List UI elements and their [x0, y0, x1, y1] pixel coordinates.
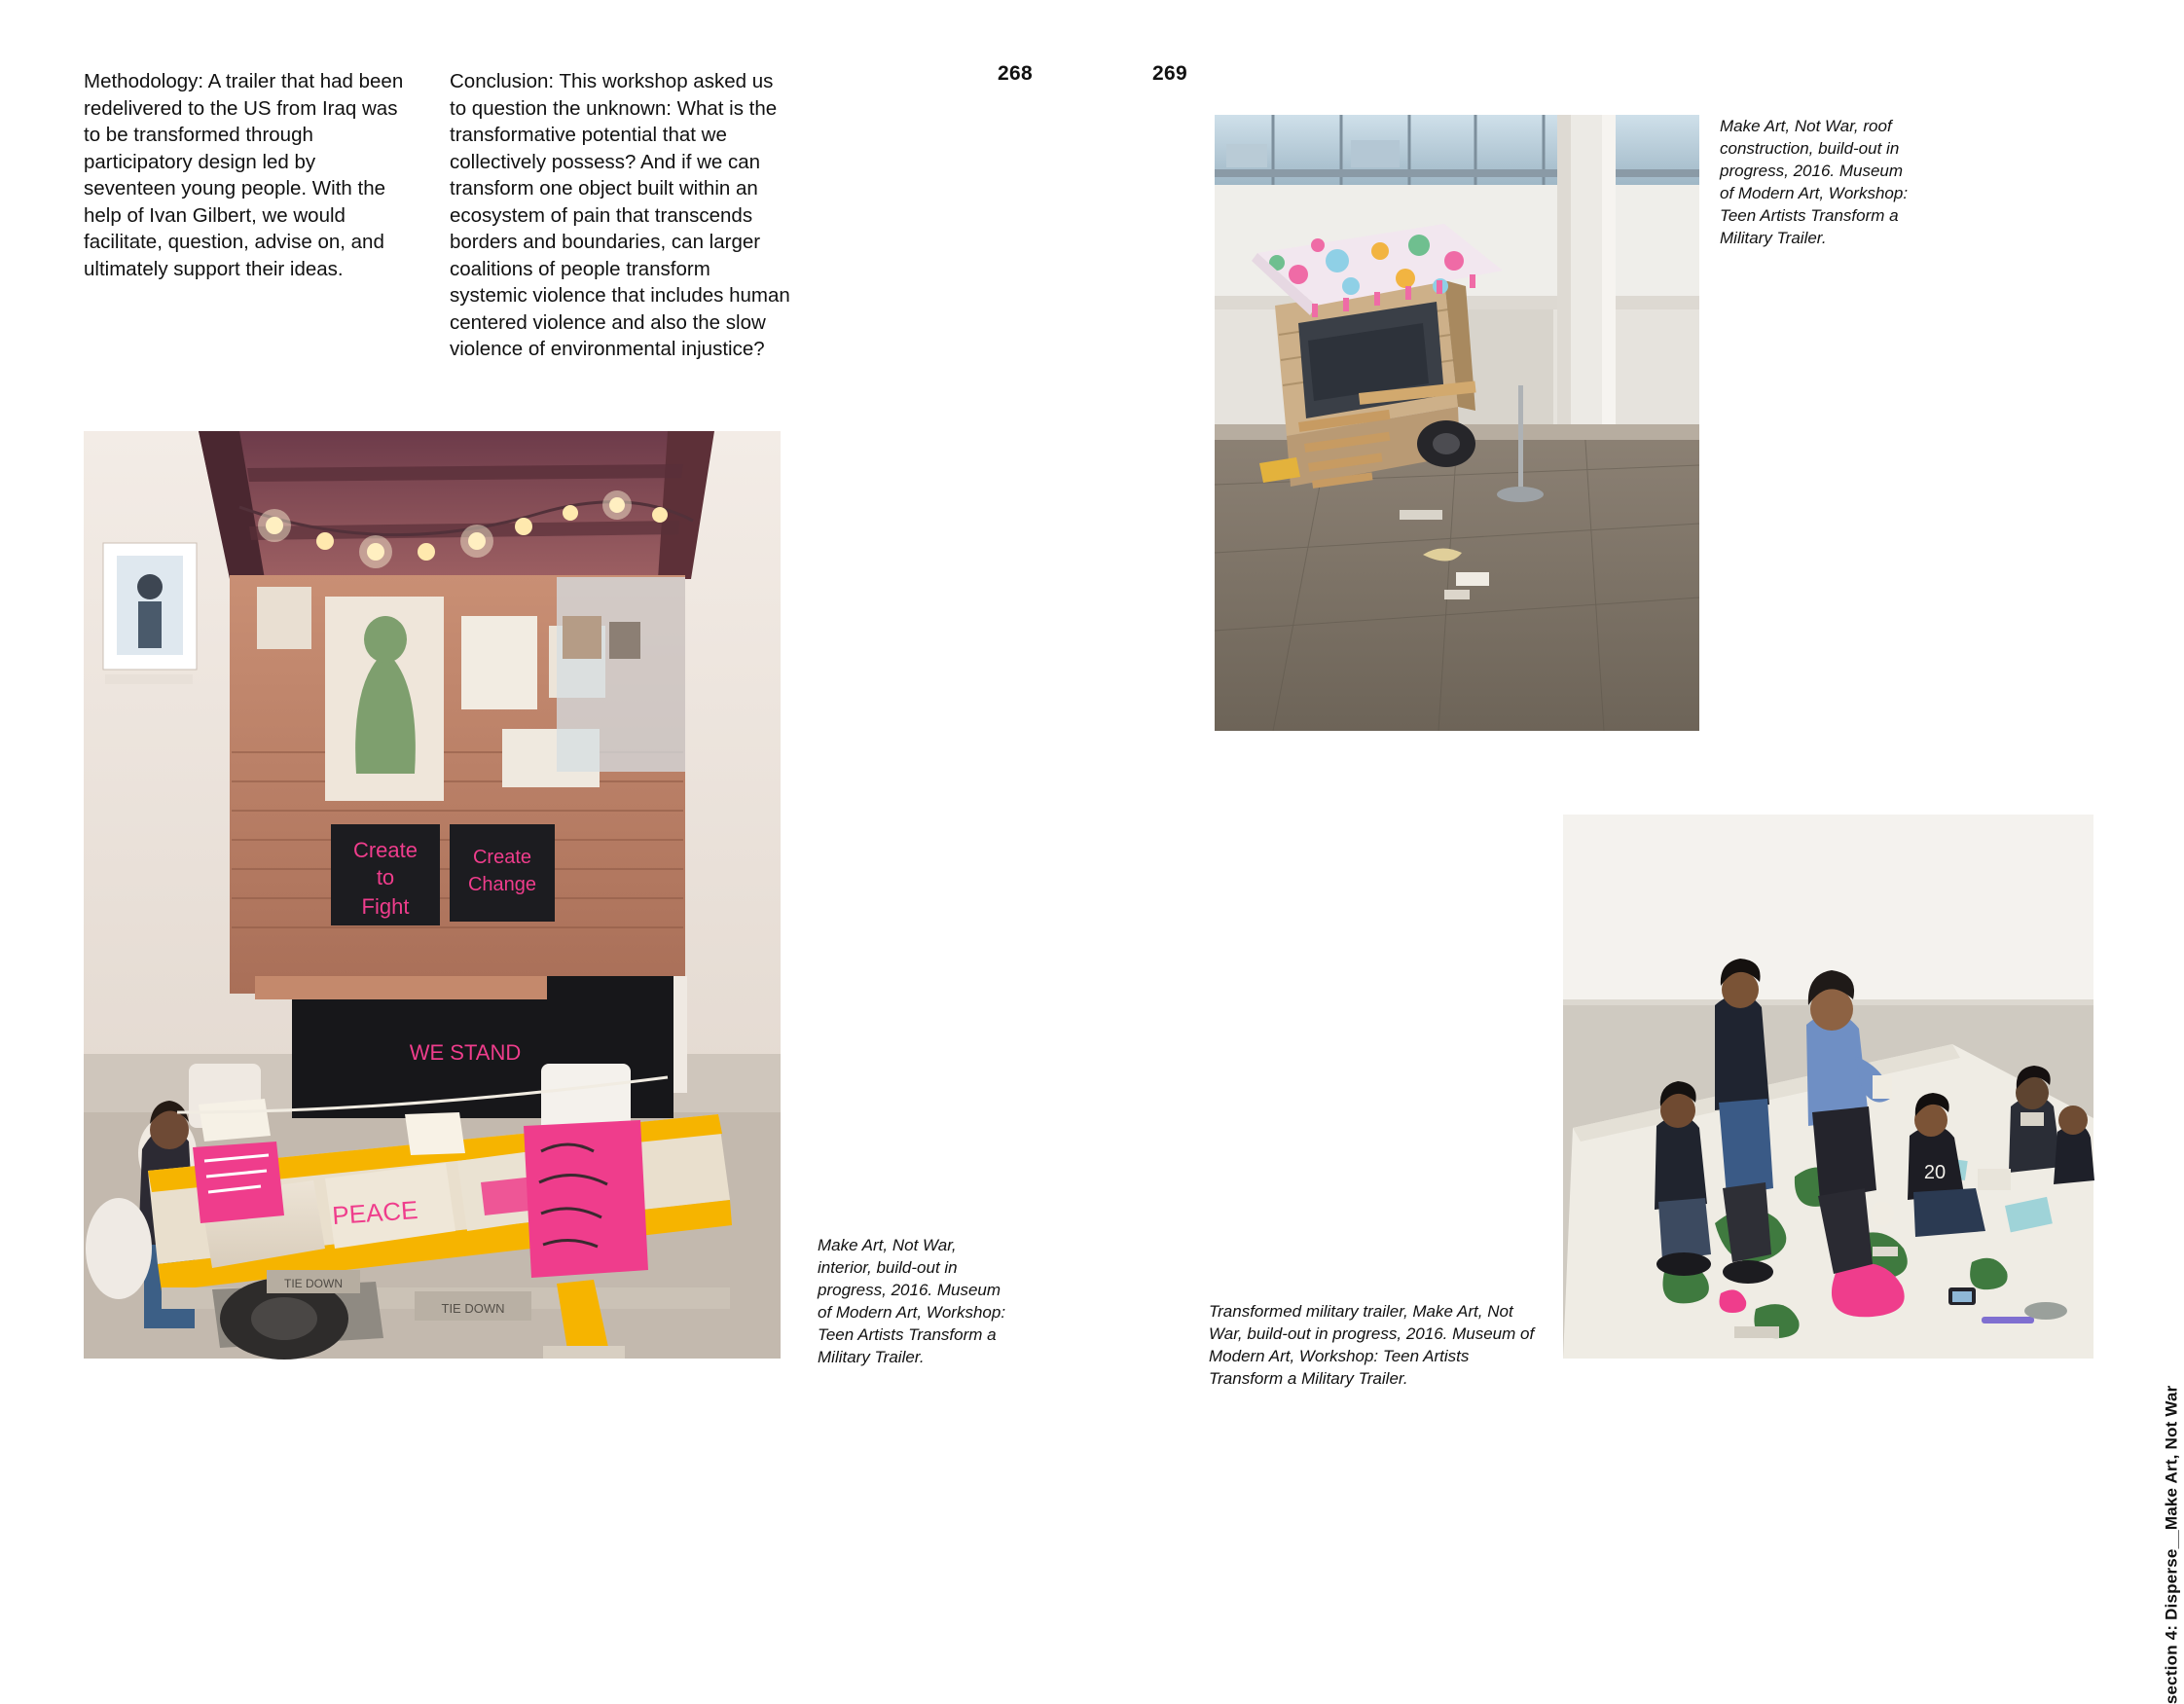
page-number-right: 269 — [1152, 62, 1187, 85]
body-text-conclusion: Conclusion: This workshop asked us to question the unknown: What is the transformative potential that we collectively possess? And if we can transform one object built within an ecosystem of pain that transcends borders and boundaries, can larger coalitions of people transform systemic violence that includes human centered violence and also the slow violence of environmental injustice? — [450, 70, 790, 360]
svg-text:C​reate: C​reate — [352, 838, 419, 862]
caption-transformed-trailer: Transformed military trailer, Make Art, Not War, build-out in progress, 2016. Museum of Modern Art, Workshop: Teen Artists Transform a Military Trailer. — [1209, 1302, 1535, 1388]
svg-text:Create: Create — [472, 847, 532, 868]
svg-text:WE STAND: WE STAND — [409, 1040, 522, 1065]
photo-teens-stenciling-art — [1563, 815, 2093, 1359]
photo-roof-construction — [1215, 115, 1699, 731]
svg-text:Fight: Fight — [361, 894, 410, 919]
photo-trailer-interior-art — [84, 431, 781, 1359]
svg-text:PEACE: PEACE — [331, 1194, 419, 1231]
photo-roof-construction-art — [1215, 115, 1699, 731]
svg-text:TIE DOWN: TIE DOWN — [284, 1277, 343, 1290]
photo-trailer-interior — [84, 431, 781, 1359]
photo-teens-stenciling — [1563, 815, 2093, 1359]
caption-interior: Make Art, Not War, interior, build-out in progress, 2016. Museum of Modern Art, Workshop: Teen Artists Transform a Military Trailer. — [818, 1236, 1006, 1366]
page-number-left: 268 — [998, 62, 1033, 85]
running-head-section: section 4: Disperse__Make Art, Not War — [2163, 1385, 2181, 1704]
svg-text:to: to — [376, 865, 395, 889]
caption-roof: Make Art, Not War, roof construction, build-out in progress, 2016. Museum of Modern Art, Workshop: Teen Artists Transform a Military Trailer. — [1720, 117, 1909, 247]
svg-text:Change: Change — [467, 874, 537, 895]
body-text-methodology: Methodology: A trailer that had been redelivered to the US from Iraq was to be transformed through participatory design led by seventeen young people. With the help of Ivan Gilbert, we would facilitate, question, advise on, and ultimately support their ideas. — [84, 70, 404, 280]
svg-text:20: 20 — [1923, 1162, 1947, 1183]
svg-text:TIE DOWN: TIE DOWN — [441, 1301, 505, 1316]
